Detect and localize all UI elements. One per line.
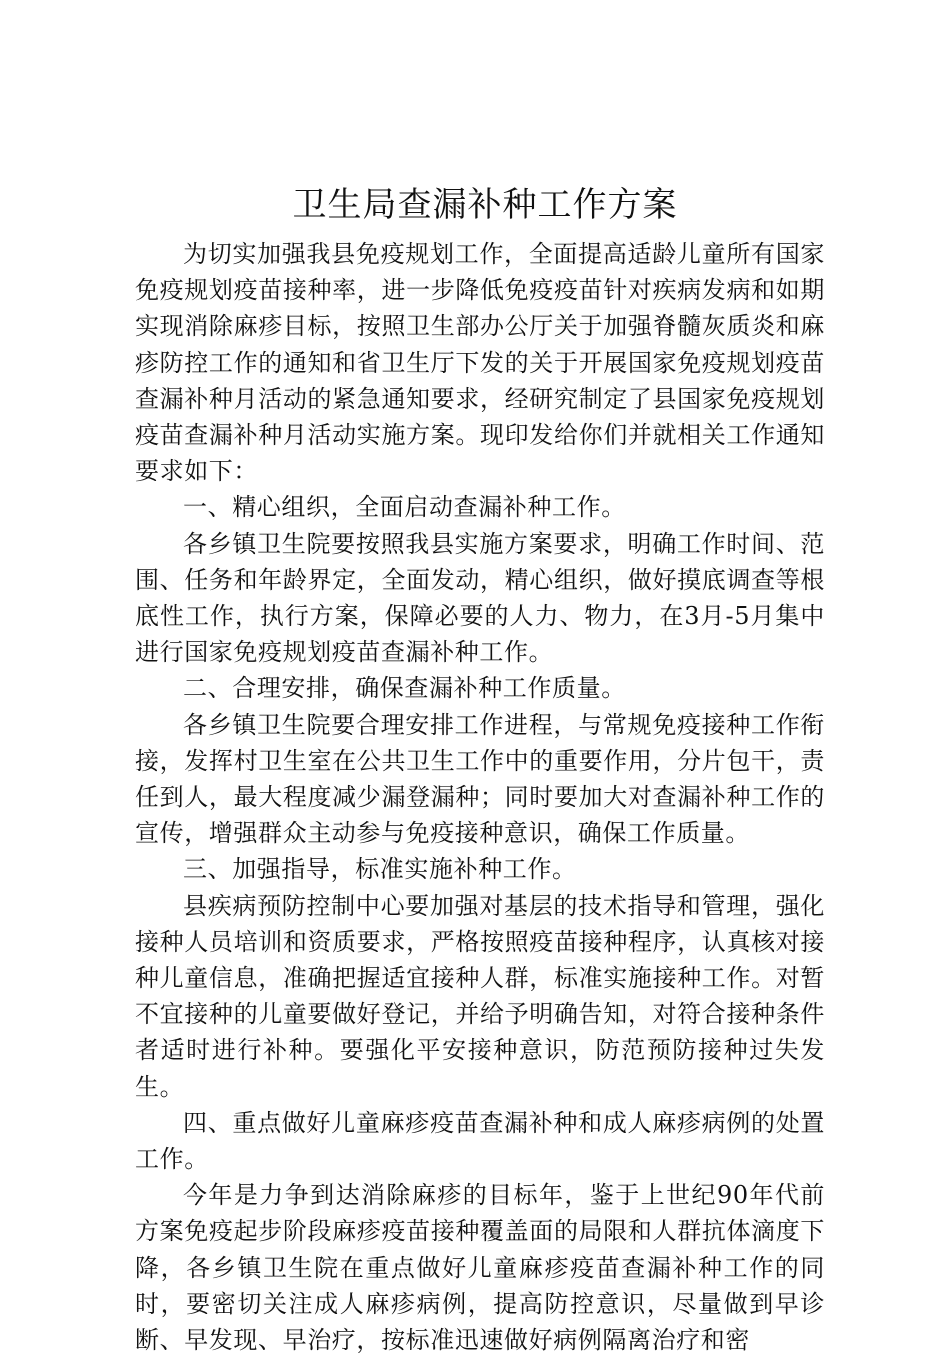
section-heading-1: 一、精心组织，全面启动查漏补种工作。 xyxy=(183,493,626,522)
section-heading-2: 二、合理安排，确保查漏补种工作质量。 xyxy=(183,674,626,703)
section-body-2: 各乡镇卫生院要合理安排工作进程，与常规免疫接种工作衔接，发挥村卫生室在公共卫生工作中的重要作用，分片包干，责任到人，最大程度减少漏登漏种；同时要加大对查漏补种工作的宣传，增强群众主动参与免疫接种意识，确保工作质量。 xyxy=(135,710,825,848)
section-body-1: 各乡镇卫生院要按照我县实施方案要求，明确工作时间、范围、任务和年龄界定，全面发动，精心组织，做好摸底调查等根底性工作，执行方案，保障必要的人力、物力，在3月-5月集中进行国家免疫规划疫苗查漏补种工作。 xyxy=(135,529,825,667)
intro-paragraph: 为切实加强我县免疫规划工作，全面提高适龄儿童所有国家免疫规划疫苗接种率，进一步降低免疫疫苗针对疾病发病和如期实现消除麻疹目标，按照卫生部办公厅关于加强脊髓灰质炎和麻疹防控工作的通知和省卫生厅下发的关于开展国家免疫规划疫苗查漏补种月活动的紧急通知要求，经研究制定了县国家免疫规划疫苗查漏补种月活动实施方案。现印发给你们并就相关工作通知要求如下： xyxy=(135,240,825,486)
section-body-4: 今年是力争到达消除麻疹的目标年，鉴于上世纪90年代前方案免疫起步阶段麻疹疫苗接种覆盖面的局限和人群抗体滴度下降，各乡镇卫生院在重点做好儿童麻疹疫苗查漏补种工作的同时，要密切关注成人麻疹病例，提高防控意识，尽量做到早诊断、早发现、早治疗，按标准迅速做好病例隔离治疗和密 xyxy=(135,1181,825,1355)
document-title: 卫生局查漏补种工作方案 xyxy=(292,185,678,225)
document-page xyxy=(135,180,825,1358)
section-heading-3: 三、加强指导，标准实施补种工作。 xyxy=(183,855,577,884)
section-body-3: 县疾病预防控制中心要加强对基层的技术指导和管理，强化接种人员培训和资质要求，严格按照疫苗接种程序，认真核对接种儿童信息，准确把握适宜接种人群，标准实施接种工作。对暂不宜接种的儿童要做好登记，并给予明确告知，对符合接种条件者适时进行补种。要强化平安接种意识，防范预防接种过失发生。 xyxy=(135,891,825,1101)
section-heading-4: 四、重点做好儿童麻疹疫苗查漏补种和成人麻疹病例的处置工作。 xyxy=(135,1108,825,1174)
